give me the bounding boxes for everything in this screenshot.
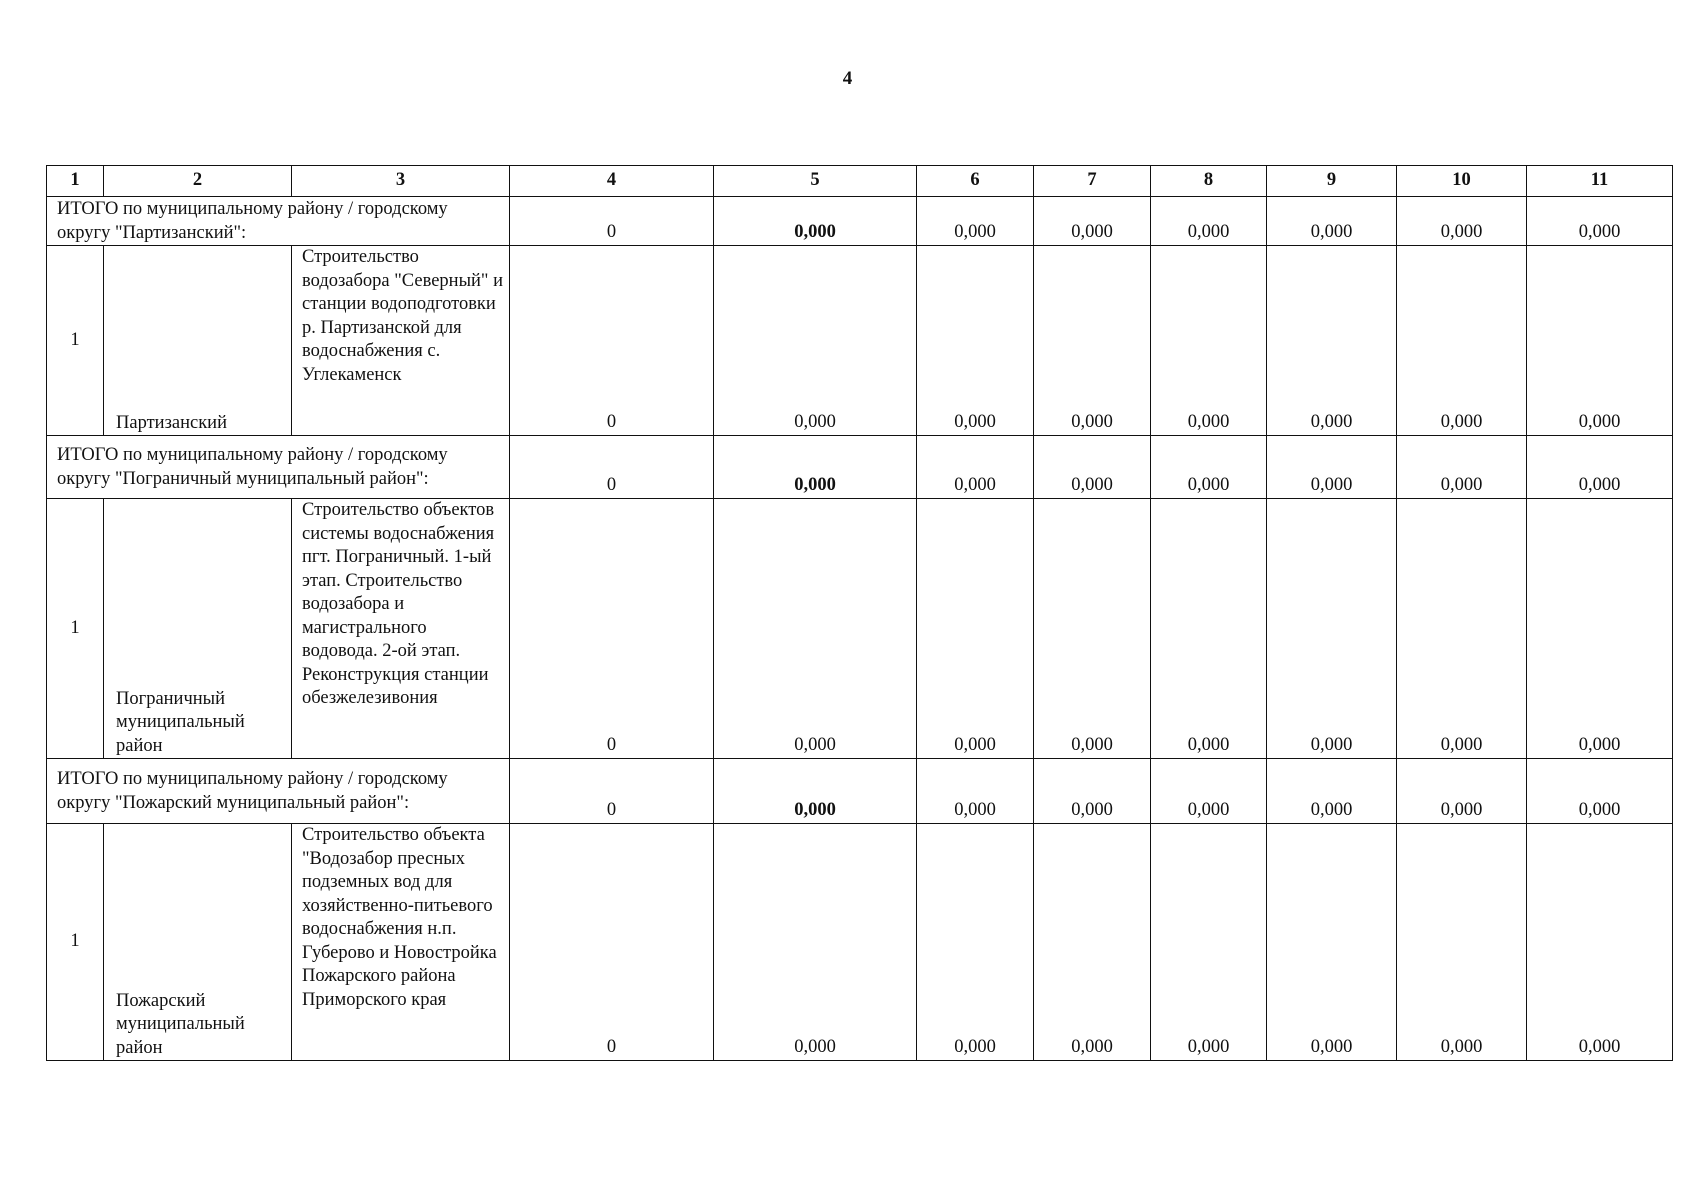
count-cell: 0 [510, 246, 714, 436]
total-row [47, 759, 1673, 824]
total-value-cell: 0,000 [917, 759, 1034, 824]
total-count-cell: 0 [510, 197, 714, 246]
total-value-cell: 0,000 [714, 759, 917, 824]
header-cell: 9 [1267, 166, 1397, 197]
value-cell: 0,000 [1527, 824, 1673, 1061]
data-table [46, 165, 1673, 1061]
value-cell: 0,000 [1151, 499, 1267, 759]
total-count-cell: 0 [510, 436, 714, 499]
total-count-cell: 0 [510, 759, 714, 824]
value-cell: 0,000 [1267, 824, 1397, 1061]
page-number: 4 [842, 68, 853, 89]
municipality-cell: Пограничный муниципальный район [104, 499, 292, 759]
total-label: ИТОГО по муниципальному району / городскому округу "Пограничный муниципальный район": [47, 436, 510, 499]
value-cell: 0,000 [1034, 499, 1151, 759]
total-value-cell: 0,000 [1034, 759, 1151, 824]
value-cell: 0,000 [1034, 824, 1151, 1061]
header-cell: 4 [510, 166, 714, 197]
total-value-cell: 0,000 [1527, 436, 1673, 499]
value-cell: 0,000 [917, 246, 1034, 436]
total-row [47, 436, 1673, 499]
count-cell: 0 [510, 824, 714, 1061]
total-value-cell: 0,000 [1267, 197, 1397, 246]
total-value-cell: 0,000 [1267, 759, 1397, 824]
value-cell: 0,000 [714, 246, 917, 436]
value-cell: 0,000 [714, 499, 917, 759]
header-cell: 3 [292, 166, 510, 197]
municipality-cell: Партизанский [104, 246, 292, 436]
header-cell: 11 [1527, 166, 1673, 197]
total-value-cell: 0,000 [1527, 197, 1673, 246]
header-cell: 7 [1034, 166, 1151, 197]
total-value-cell: 0,000 [1034, 197, 1151, 246]
row-index: 1 [47, 499, 104, 759]
object-cell: Строительство объектов системы водоснабжения пгт. Пограничный. 1-ый этап. Строительство водозабора и магистрального водовода. 2-ой этап. Реконструкция станции обезжелезивония [292, 499, 510, 759]
value-cell: 0,000 [917, 499, 1034, 759]
total-value-cell: 0,000 [1151, 759, 1267, 824]
total-value-cell: 0,000 [1527, 759, 1673, 824]
value-cell: 0,000 [1267, 246, 1397, 436]
header-cell: 1 [47, 166, 104, 197]
total-value-cell: 0,000 [1397, 759, 1527, 824]
value-cell: 0,000 [1034, 246, 1151, 436]
table-row [47, 824, 1673, 1061]
row-index: 1 [47, 824, 104, 1061]
count-cell: 0 [510, 499, 714, 759]
value-cell: 0,000 [1527, 499, 1673, 759]
total-value-cell: 0,000 [1034, 436, 1151, 499]
total-value-cell: 0,000 [917, 197, 1034, 246]
header-cell: 6 [917, 166, 1034, 197]
total-label: ИТОГО по муниципальному району / городскому округу "Пожарский муниципальный район": [47, 759, 510, 824]
row-index: 1 [47, 246, 104, 436]
value-cell: 0,000 [1151, 824, 1267, 1061]
header-cell: 8 [1151, 166, 1267, 197]
value-cell: 0,000 [1397, 824, 1527, 1061]
object-cell: Строительство объекта "Водозабор пресных подземных вод для хозяйственно-питьевого водоснабжения н.п. Губерово и Новостройка Пожарского района Приморского края [292, 824, 510, 1061]
value-cell: 0,000 [714, 824, 917, 1061]
total-value-cell: 0,000 [1397, 197, 1527, 246]
total-row [47, 197, 1673, 246]
total-value-cell: 0,000 [1151, 436, 1267, 499]
header-cell: 2 [104, 166, 292, 197]
header-row [47, 166, 1673, 197]
total-value-cell: 0,000 [714, 436, 917, 499]
total-value-cell: 0,000 [1151, 197, 1267, 246]
value-cell: 0,000 [1151, 246, 1267, 436]
value-cell: 0,000 [1397, 499, 1527, 759]
header-cell: 10 [1397, 166, 1527, 197]
value-cell: 0,000 [1267, 499, 1397, 759]
header-cell: 5 [714, 166, 917, 197]
value-cell: 0,000 [917, 824, 1034, 1061]
total-value-cell: 0,000 [1397, 436, 1527, 499]
object-cell: Строительство водозабора "Северный" и станции водоподготовки р. Партизанской для водоснабжения с. Углекаменск [292, 246, 510, 436]
table-row [47, 246, 1673, 436]
total-value-cell: 0,000 [1267, 436, 1397, 499]
municipality-cell: Пожарский муниципальный район [104, 824, 292, 1061]
table-row [47, 499, 1673, 759]
value-cell: 0,000 [1527, 246, 1673, 436]
total-label: ИТОГО по муниципальному району / городскому округу "Партизанский": [47, 197, 510, 246]
total-value-cell: 0,000 [917, 436, 1034, 499]
total-value-cell: 0,000 [714, 197, 917, 246]
value-cell: 0,000 [1397, 246, 1527, 436]
